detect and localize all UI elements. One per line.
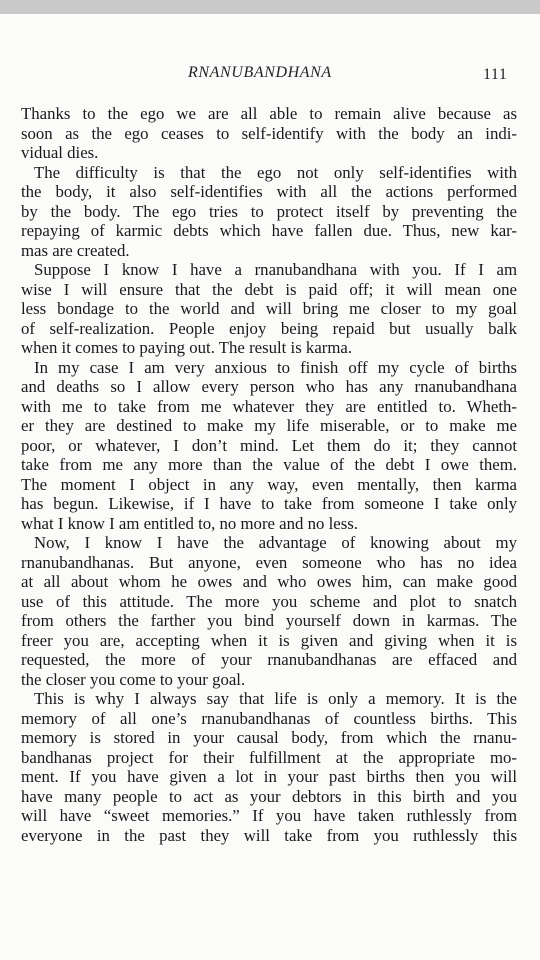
text-line: take from me any more than the value of the debt I owe them. [21,455,517,474]
text-line: This is why I always say that life is only a memory. It is the [34,689,517,708]
text-line: soon as the ego ceases to self-identify with the body an indi- [21,123,517,143]
text-line: what I know I am entitled to, no more and no less. [21,513,358,533]
text-line: bandhanas project for their fulfillment at the appropriate mo- [21,747,517,767]
text-line: the body, it also self-identifies with all the actions performed [21,182,517,201]
text-line: will have “sweet memories.” If you have taken ruthlessly from [21,806,517,825]
text-line: less bondage to the world and will bring me closer to my goal [21,299,517,318]
running-head: RNANUBANDHANA [188,64,332,81]
text-line: with me to take from me whatever they are entitled to. Wheth- [21,396,517,416]
text-line: at all about whom he owes and who owes him, can make good [21,572,517,591]
text-line: everyone in the past they will take from you ruthlessly this [21,825,517,845]
text-line: have many people to act as your debtors in this birth and you [21,786,517,806]
text-line: memory is stored in your causal body, from which the rnanu- [21,728,517,747]
text-line: Now, I know I have the advantage of knowing about my [34,533,517,552]
text-line: when it comes to paying out. The result is karma. [21,338,353,357]
text-line: the closer you come to your goal. [21,669,246,689]
text-line: The difficulty is that the ego not only self-identifies with [34,162,517,182]
text-line: poor, or whatever, I don’t mind. Let them do it; they cannot [21,435,517,455]
text-line: Thanks to the ego we are all able to remain alive because as [21,104,517,123]
text-line: and deaths so I allow every person who has any rnanubandhana [21,377,517,396]
text-line: vidual dies. [21,143,99,162]
body-text [21,104,517,845]
text-line: mas are created. [21,240,130,260]
text-line: In my case I am very anxious to finish off my cycle of births [34,357,517,377]
text-line: freer you are, accepting when it is given and giving when it is [21,630,517,650]
text-line: by the body. The ego tries to protect itself by preventing the [21,201,517,221]
text-line: The moment I object in any way, even mentally, then karma [21,474,517,494]
text-line: ment. If you have given a lot in your past births then you will [21,767,517,786]
text-line: has begun. Likewise, if I have to take from someone I take only [21,494,517,513]
text-line: wise I will ensure that the debt is paid off; it will mean one [21,279,517,299]
top-edge-bar [0,0,540,14]
text-line: requested, the more of your rnanubandhanas are effaced and [21,650,517,669]
text-line: use of this attitude. The more you scheme and plot to snatch [21,591,517,611]
text-line: memory of all one’s rnanubandhanas of countless births. This [21,708,517,728]
text-line: of self-realization. People enjoy being repaid but usually balk [21,318,517,338]
text-line: Suppose I know I have a rnanubandhana with you. If I am [34,260,517,279]
text-line: from others the farther you bind yourself down in karmas. The [21,611,517,630]
book-page [0,14,540,960]
text-line: er they are destined to make my life miserable, or to make me [21,416,517,435]
text-line: rnanubandhanas. But anyone, even someone who has no idea [21,552,517,572]
text-line: repaying of karmic debts which have fallen due. Thus, new kar- [21,221,517,240]
page-number: 111 [483,66,508,83]
